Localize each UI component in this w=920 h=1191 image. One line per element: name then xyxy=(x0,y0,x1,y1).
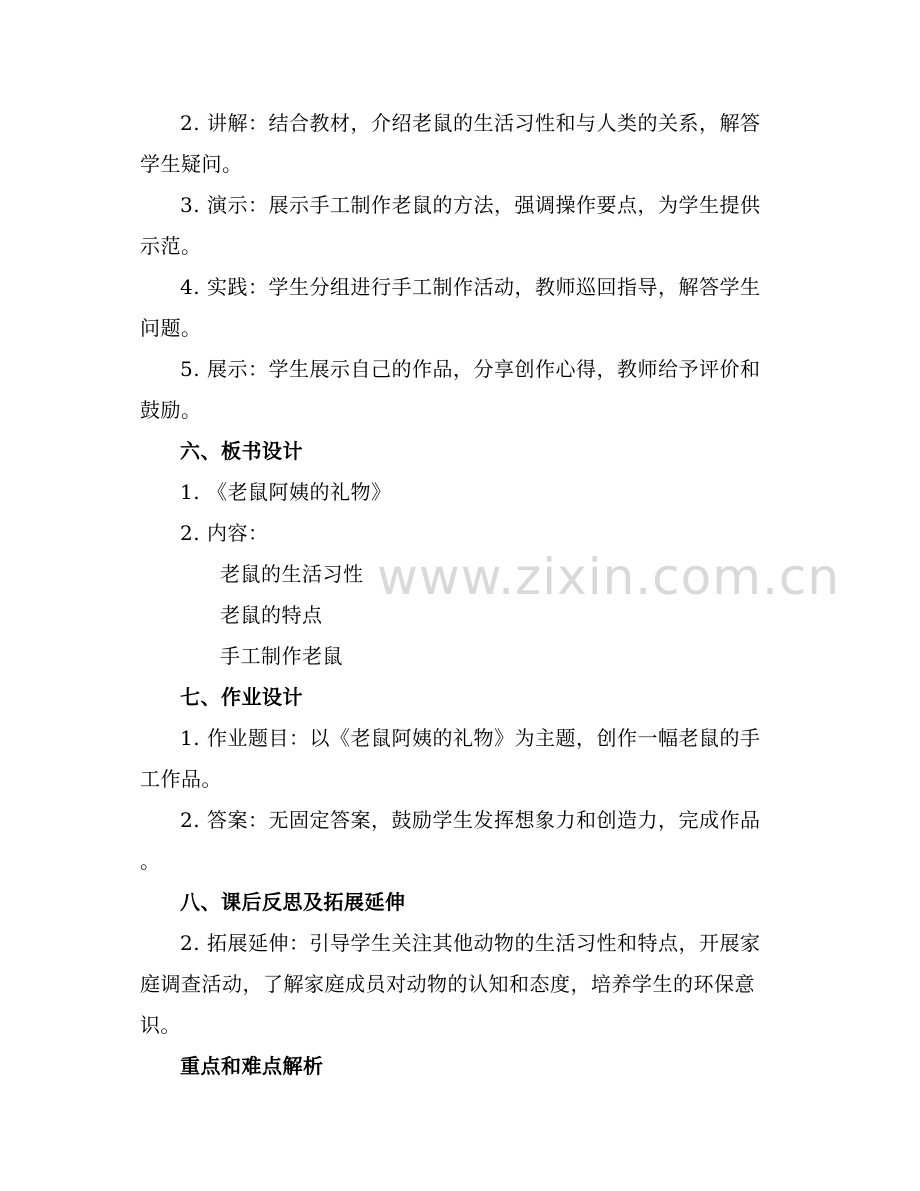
board-item-content: 2. 内容： xyxy=(180,521,269,545)
section-heading-key-points: 重点和难点解析 xyxy=(180,1054,324,1078)
section-heading-homework: 七、作业设计 xyxy=(180,685,303,709)
board-subitem-features: 老鼠的特点 xyxy=(220,603,323,627)
board-subitem-habits: 老鼠的生活习性 xyxy=(220,562,364,586)
step-explain-paragraph: 2. 讲解：结合教材，介绍老鼠的生活习性和与人类的关系，解答学生疑问。 xyxy=(140,111,761,176)
extension-paragraph: 2. 拓展延伸：引导学生关注其他动物的生活习性和特点，开展家庭调查活动，了解家庭成员对动物的认知和态度，培养学生的环保意识。 xyxy=(140,931,761,1037)
step-practice-paragraph: 4. 实践：学生分组进行手工制作活动，教师巡回指导，解答学生问题。 xyxy=(140,275,761,340)
homework-topic-paragraph: 1. 作业题目：以《老鼠阿姨的礼物》为主题，创作一幅老鼠的手工作品。 xyxy=(140,726,761,791)
section-heading-reflection: 八、课后反思及拓展延伸 xyxy=(180,890,406,914)
board-item-title: 1. 《老鼠阿姨的礼物》 xyxy=(180,480,392,504)
homework-answer-line: 2. 答案：无固定答案，鼓励学生发挥想象力和创造力，完成作品 xyxy=(180,808,761,832)
watermark-text: www.zixin.com.cn xyxy=(377,548,841,606)
section-heading-board-design: 六、板书设计 xyxy=(180,439,303,463)
homework-answer-tail: 。 xyxy=(140,849,161,873)
step-demonstrate-paragraph: 3. 演示：展示手工制作老鼠的方法，强调操作要点，为学生提供示范。 xyxy=(140,193,761,258)
step-show-paragraph: 5. 展示：学生展示自己的作品，分享创作心得，教师给予评价和鼓励。 xyxy=(140,357,761,422)
board-subitem-handcraft: 手工制作老鼠 xyxy=(220,644,343,668)
